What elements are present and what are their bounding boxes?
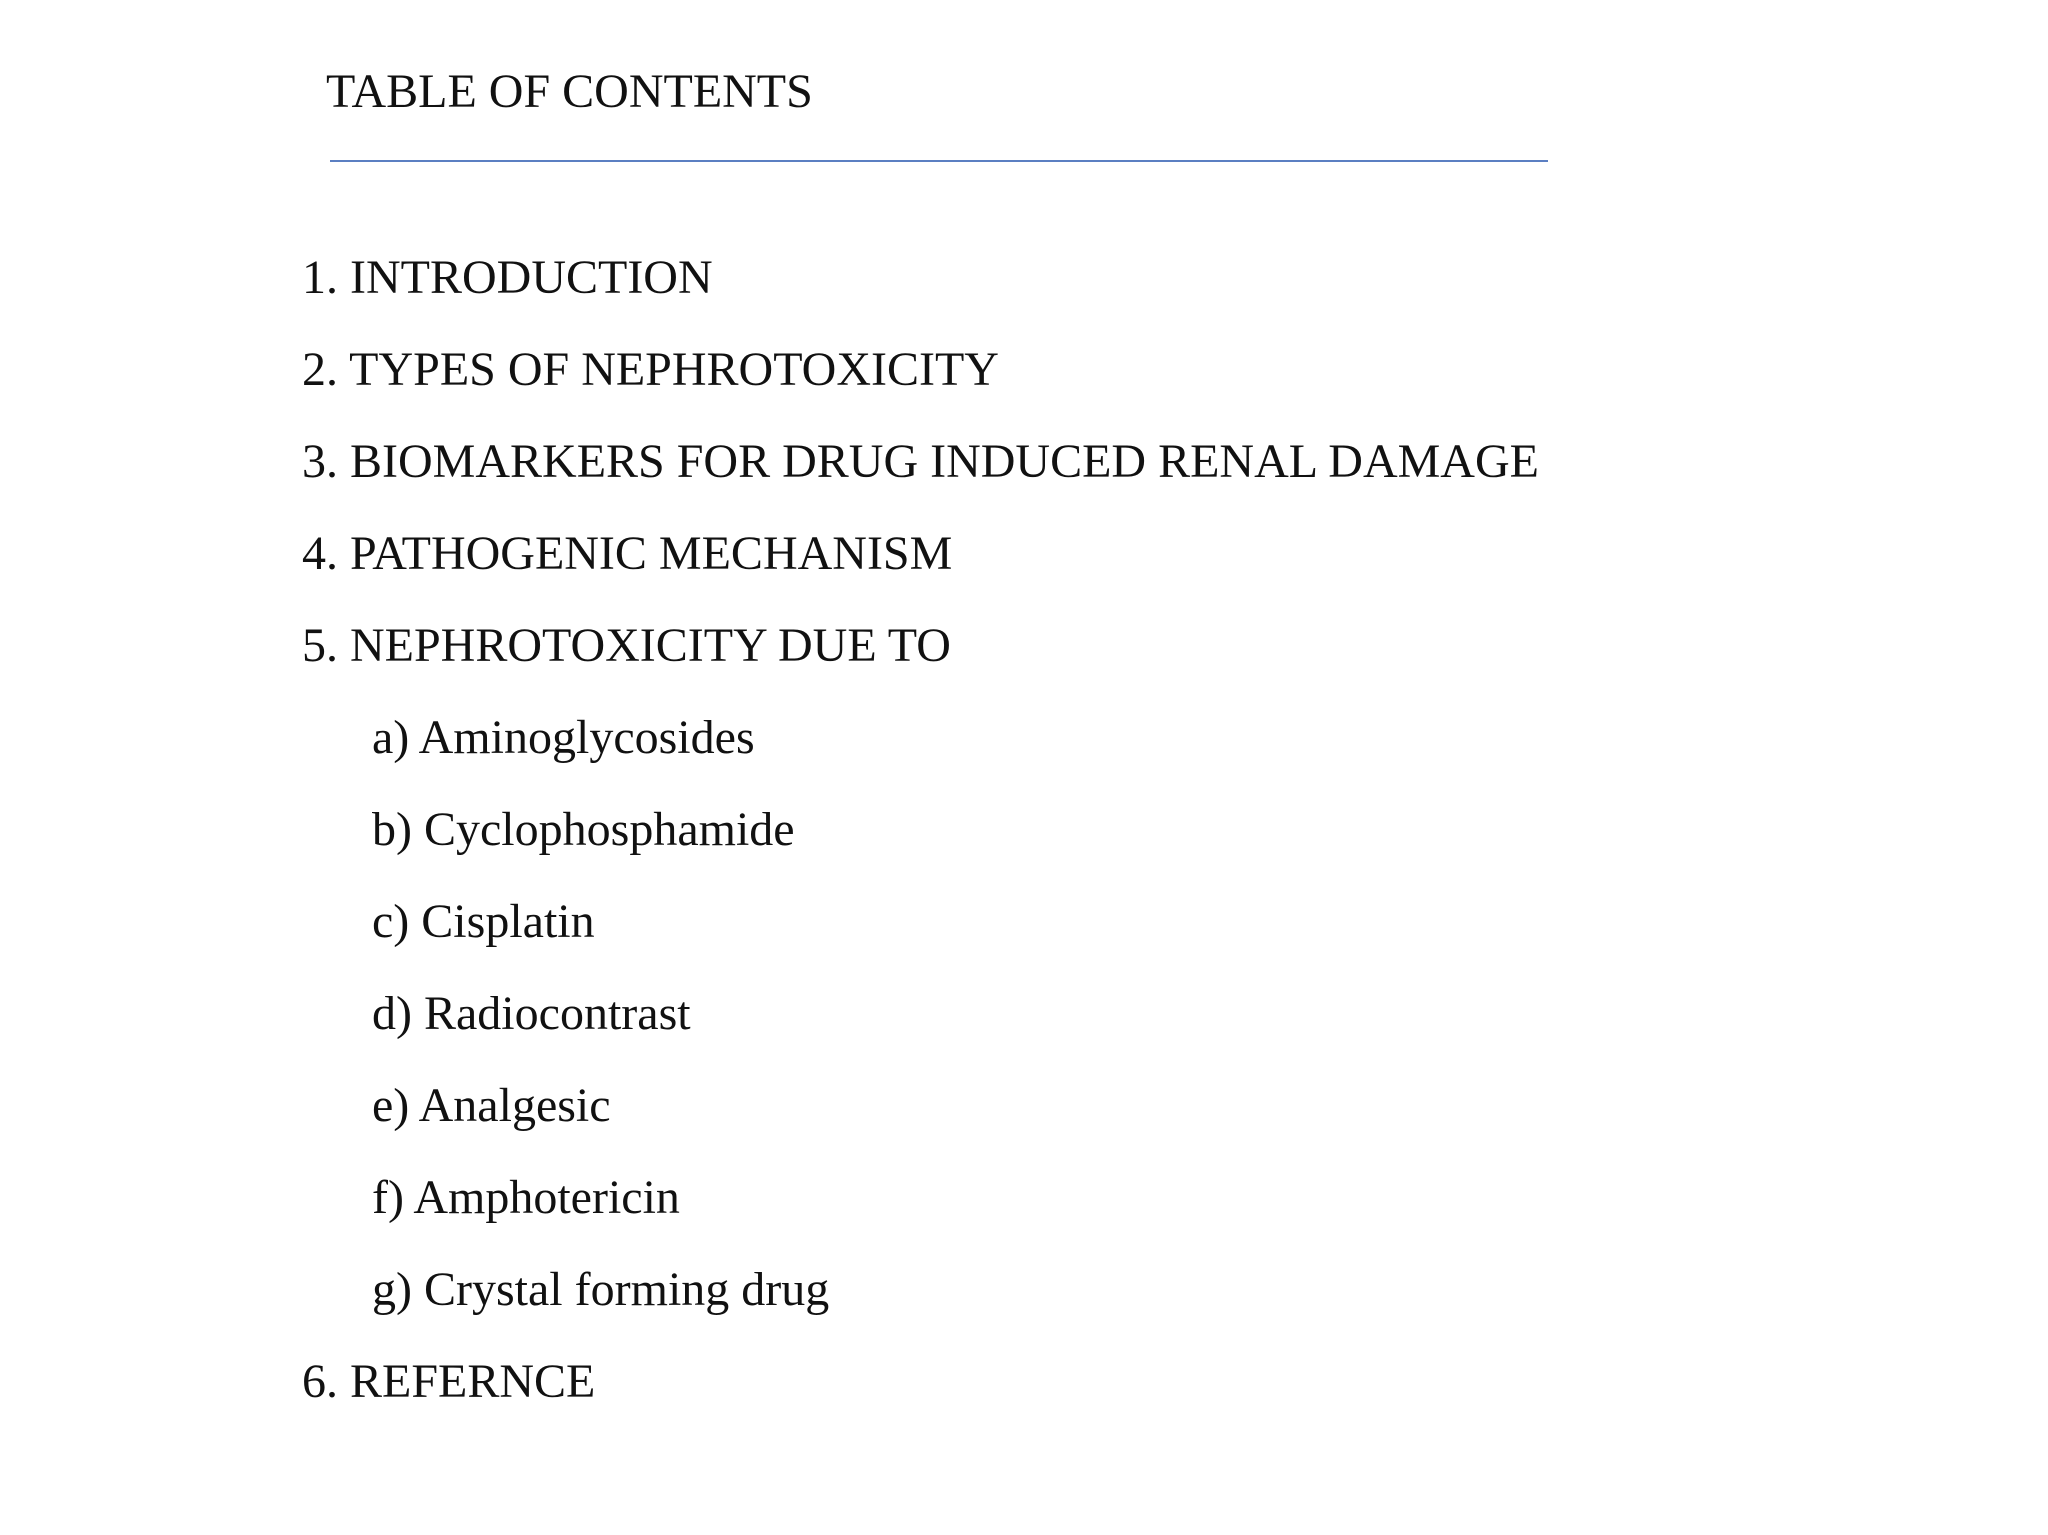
toc-subentry-aminoglycosides: a) Aminoglycosides — [372, 711, 755, 764]
toc-entry-biomarkers: 3. BIOMARKERS FOR DRUG INDUCED RENAL DAMAGE — [302, 435, 1539, 488]
toc-subentry-analgesic: e) Analgesic — [372, 1079, 611, 1132]
page-title: TABLE OF CONTENTS — [326, 65, 813, 118]
toc-subentry-amphotericin: f) Amphotericin — [372, 1171, 680, 1224]
toc-subentry-radiocontrast: d) Radiocontrast — [372, 987, 691, 1040]
toc-subentry-crystal-forming-drug: g) Crystal forming drug — [372, 1263, 830, 1316]
toc-entry-introduction: 1. INTRODUCTION — [302, 251, 713, 304]
toc-subentry-cisplatin: c) Cisplatin — [372, 895, 595, 948]
toc-subentry-cyclophosphamide: b) Cyclophosphamide — [372, 803, 795, 856]
toc-entry-reference: 6. REFERNCE — [302, 1355, 596, 1408]
toc-entry-pathogenic-mechanism: 4. PATHOGENIC MECHANISM — [302, 527, 953, 580]
toc-entry-types-of-nephrotoxicity: 2. TYPES OF NEPHROTOXICITY — [302, 343, 999, 396]
toc-entry-nephrotoxicity-due-to: 5. NEPHROTOXICITY DUE TO — [302, 619, 951, 672]
